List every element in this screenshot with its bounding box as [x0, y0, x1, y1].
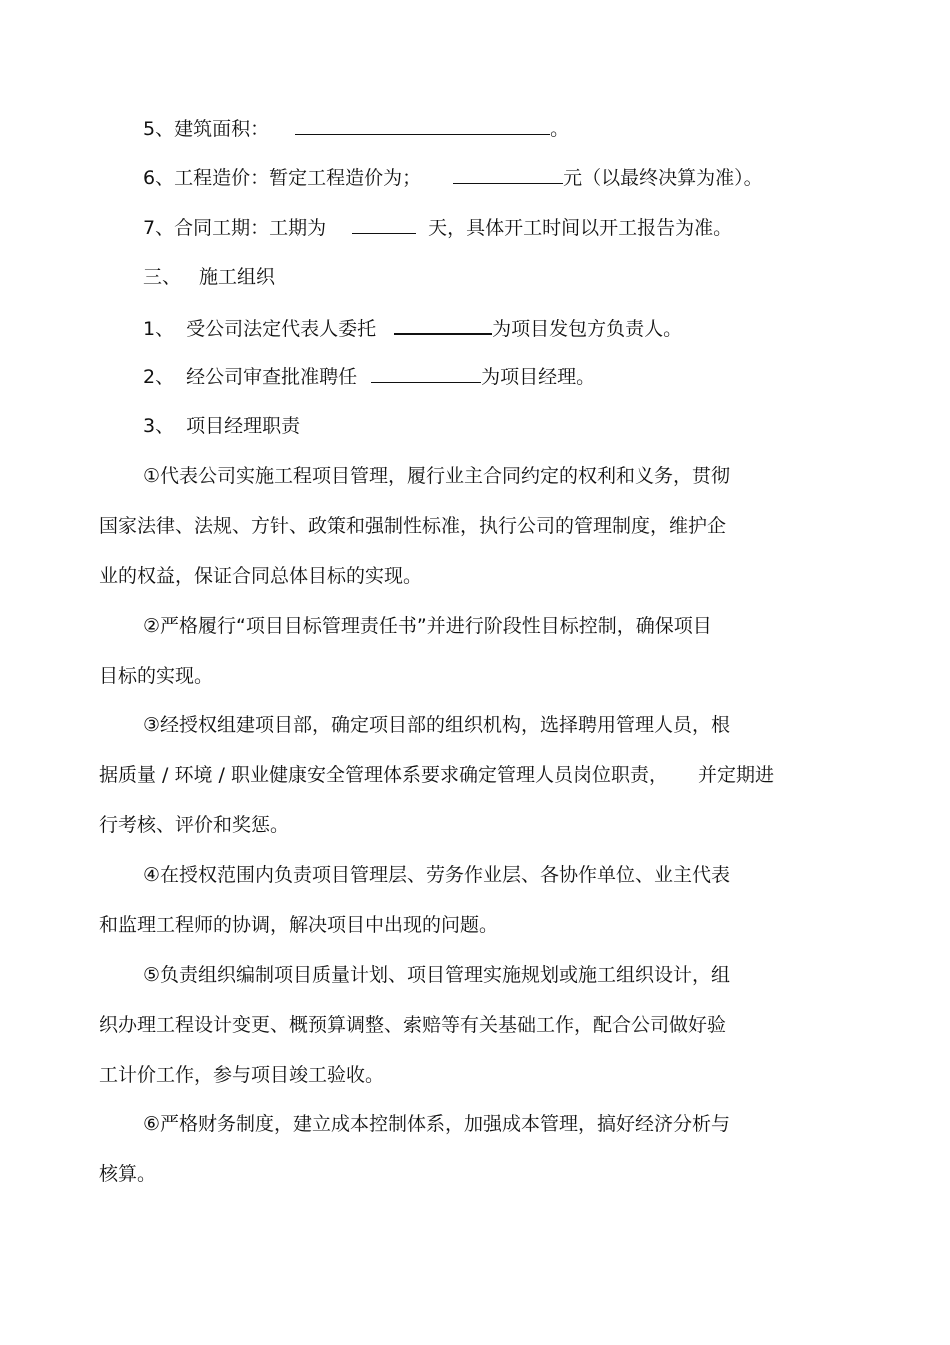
org-item-2 [143, 364, 595, 389]
duty-5-line-1: ⑤负责组织编制项目质量计划、项目管理实施规划或施工组织设计，组 [143, 964, 731, 986]
item-project-cost [143, 165, 763, 190]
section-heading [143, 265, 275, 289]
duty-3-line-1: ③经授权组建项目部，确定项目部的组织机构，选择聘用管理人员，根 [143, 714, 731, 736]
section-number: 三、 [143, 266, 182, 288]
org-item-2-label: 经公司审查批准聘任 [186, 366, 358, 388]
item-building-area-label: 5、建筑面积： [143, 118, 270, 140]
org-item-3 [143, 414, 300, 438]
org-item-1 [143, 315, 682, 341]
duty-5-line-2: 织办理工程设计变更、概预算调整、索赔等有关基础工作，配合公司做好验 [99, 1014, 727, 1036]
duty-3-line-2-text: 据质量 / 环境 / 职业健康安全管理体系要求确定管理人员岗位职责， [99, 764, 668, 786]
item-building-area [143, 116, 569, 141]
manager-blank [371, 364, 481, 383]
org-item-1-suffix: 为项目发包方负责人。 [492, 318, 683, 340]
duty-1-line-1: ①代表公司实施工程项目管理，履行业主合同约定的权利和义务，贯彻 [143, 465, 731, 487]
section-title: 施工组织 [199, 266, 276, 288]
item-project-cost-label: 6、工程造价：暂定工程造价为； [143, 167, 422, 189]
project-cost-blank [453, 165, 563, 184]
duty-6-line-2: 核算。 [99, 1163, 157, 1185]
duty-3-line-2 [99, 763, 774, 787]
item-contract-period-label: 7、合同工期：工期为 [143, 217, 327, 239]
duty-6-line-1: ⑥严格财务制度，建立成本控制体系，加强成本管理，搞好经济分析与 [143, 1113, 731, 1135]
building-area-blank [295, 116, 550, 135]
delegate-blank [394, 315, 492, 335]
org-item-2-suffix: 为项目经理。 [481, 366, 596, 388]
item-contract-period [143, 215, 732, 240]
duty-5-line-3: 工计价工作，参与项目竣工验收。 [99, 1064, 385, 1086]
contract-period-blank [352, 215, 416, 234]
duty-2-line-1: ②严格履行“项目目标管理责任书”并进行阶段性目标控制，确保项目 [143, 615, 712, 637]
item-contract-period-suffix: 天，具体开工时间以开工报告为准。 [428, 217, 733, 239]
org-item-1-label: 受公司法定代表人委托 [186, 318, 377, 340]
duty-3-line-2-tail: 并定期进 [697, 764, 774, 786]
org-item-3-number: 3、 [143, 415, 175, 437]
duty-2-line-2: 目标的实现。 [99, 665, 214, 687]
item-building-area-suffix: 。 [550, 118, 570, 140]
org-item-2-number: 2、 [143, 366, 175, 388]
duty-1-line-3: 业的权益，保证合同总体目标的实现。 [99, 565, 423, 587]
duty-4-line-1: ④在授权范围内负责项目管理层、劳务作业层、各协作单位、业主代表 [143, 864, 731, 886]
duty-4-line-2: 和监理工程师的协调，解决项目中出现的问题。 [99, 914, 499, 936]
item-project-cost-suffix: 元（以最终决算为准）。 [563, 167, 763, 189]
duty-1-line-2: 国家法律、法规、方针、政策和强制性标准，执行公司的管理制度，维护企 [99, 515, 727, 537]
org-item-3-label: 项目经理职责 [186, 415, 301, 437]
duty-3-line-3: 行考核、评价和奖惩。 [99, 814, 290, 836]
org-item-1-number: 1、 [143, 318, 175, 340]
